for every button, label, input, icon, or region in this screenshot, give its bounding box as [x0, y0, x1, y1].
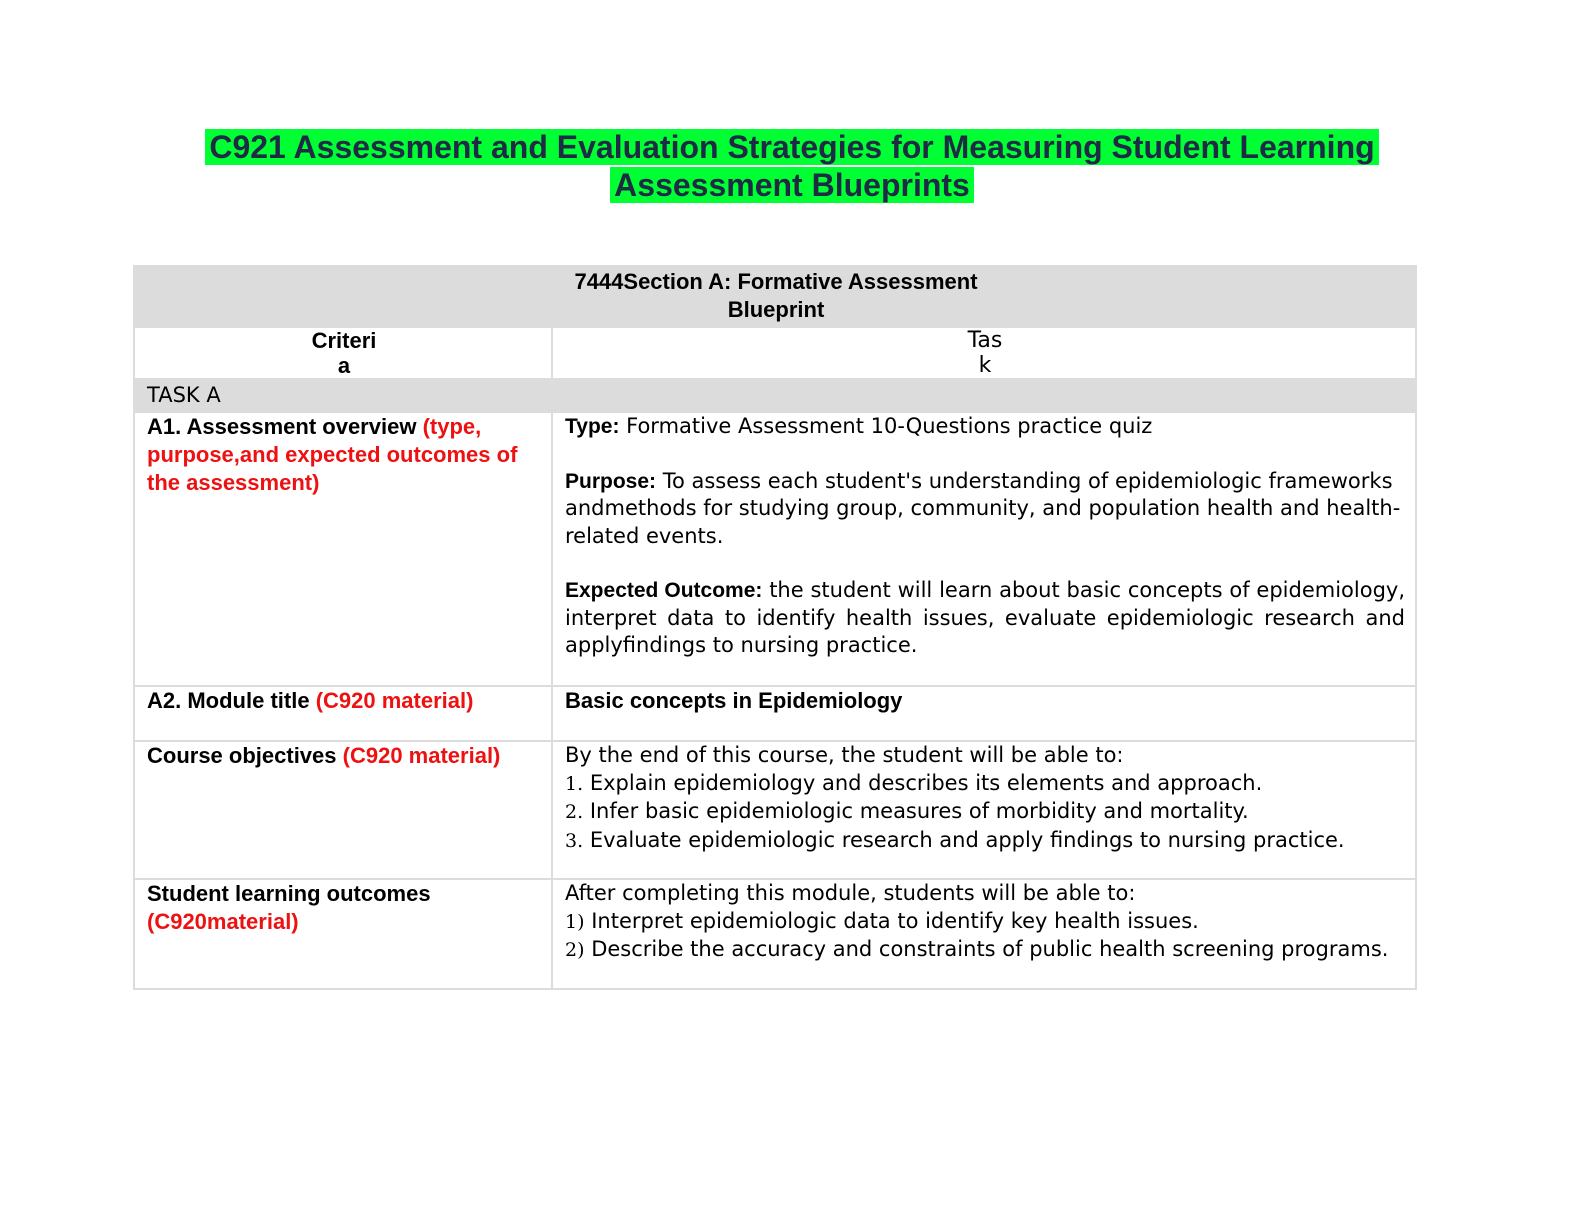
list-item-text: Describe the accuracy and constraints of public health screening programs.: [591, 937, 1389, 961]
column-header-task-line-2: k: [978, 353, 992, 378]
column-header-task: [552, 327, 1416, 379]
type-label: Type:: [565, 415, 620, 438]
criteria-cell-a1: [134, 412, 552, 686]
list-item: [565, 827, 1405, 856]
document-title: [0, 128, 1584, 204]
type-text: Formative Assessment 10-Questions practice quiz: [619, 414, 1153, 438]
criteria-a2-label: A2. Module title: [147, 688, 316, 713]
list-item-number: 1.: [565, 772, 584, 795]
column-header-criteria-line-2: a: [337, 353, 351, 378]
title-line-2: Assessment Blueprints: [610, 167, 974, 203]
list-item-text: Interpret epidemiologic data to identify key health issues.: [591, 908, 1199, 933]
purpose-paragraph: [565, 468, 1405, 551]
list-item-text: Infer basic epidemiologic measures of morbidity and mortality.: [589, 799, 1249, 823]
purpose-label: Purpose:: [565, 469, 657, 493]
title-line-1: C921 Assessment and Evaluation Strategies for Measuring Student Learning: [205, 129, 1378, 165]
table-row: [134, 686, 1416, 741]
task-a-row: [134, 379, 1416, 412]
list-item-text: Explain epidemiology and describes its elements and approach.: [589, 770, 1263, 795]
task-a-label: TASK A: [134, 379, 552, 412]
purpose-text: To assess each student's understanding of epidemiologic frameworks andmethods for studying group, community, and population health and health-related events.: [565, 468, 1401, 548]
criteria-course-objectives-note: (C920 material): [342, 743, 501, 768]
module-title-value: Basic concepts in Epidemiology: [552, 686, 1416, 741]
column-header-criteria: [134, 327, 552, 379]
criteria-cell-course-objectives: [134, 741, 552, 879]
outcome-text: the student will learn about basic concepts of epidemiology, interpret data to identify health issues, evaluate epidemiologic research and applyfindings to nursing practice.: [565, 578, 1406, 657]
table-header-line-1: 7444Section A: Formative Assessment: [574, 269, 978, 294]
criteria-cell-a2: [134, 686, 552, 741]
task-cell-course-objectives: [552, 741, 1416, 879]
task-cell-a1: [552, 412, 1416, 686]
column-header-criteria-line-1: Criteri: [311, 328, 377, 353]
list-item-number: 2.: [565, 801, 584, 823]
criteria-course-objectives-label: Course objectives: [147, 743, 343, 768]
type-paragraph: [565, 413, 1405, 441]
list-item: [565, 936, 1405, 965]
learning-outcomes-intro: After completing this module, students will be able to:: [565, 881, 1136, 905]
course-objectives-intro: By the end of this course, the student will be able to:: [565, 743, 1124, 767]
list-item: [565, 798, 1405, 827]
outcome-paragraph: [565, 577, 1405, 660]
criteria-a2-note: (C920 material): [315, 688, 474, 713]
list-item-number: 2): [565, 939, 585, 961]
table-row: [134, 741, 1416, 879]
criteria-a1-note: (type, purpose,and expected outcomes of the assessment): [147, 414, 518, 495]
outcome-label: Expected Outcome:: [565, 579, 763, 602]
task-a-empty-cell: [552, 379, 1416, 412]
table-row: [134, 879, 1416, 989]
list-item: [565, 770, 1405, 799]
blueprint-table: [133, 265, 1417, 990]
table-row: [134, 412, 1416, 686]
list-item-number: 3.: [565, 829, 584, 852]
criteria-cell-learning-outcomes: [134, 879, 552, 989]
column-header-task-line-1: Tas: [967, 328, 1003, 353]
table-header: [134, 266, 1416, 327]
task-cell-learning-outcomes: [552, 879, 1416, 989]
criteria-a1-label: A1. Assessment overview: [147, 414, 423, 439]
list-item-text: Evaluate epidemiologic research and apply findings to nursing practice.: [589, 827, 1345, 852]
list-item-number: 1): [565, 910, 585, 933]
table-header-line-2: Blueprint: [727, 297, 825, 322]
list-item: [565, 908, 1405, 937]
criteria-learning-outcomes-label: Student learning outcomes: [147, 881, 431, 906]
criteria-learning-outcomes-note: (C920material): [147, 909, 299, 934]
